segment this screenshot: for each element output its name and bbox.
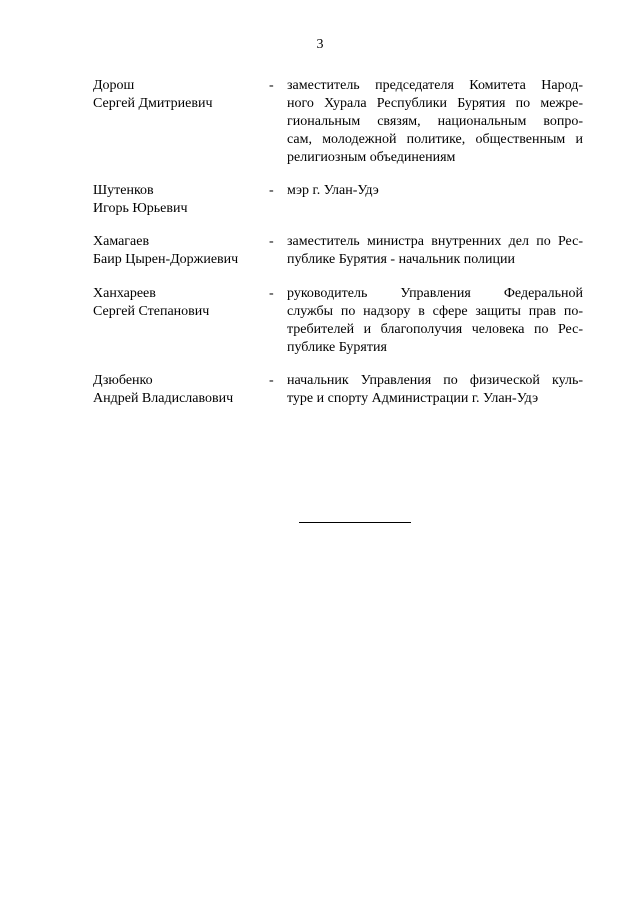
end-of-list-rule [299, 522, 411, 523]
member-given-names: Андрей Владиславович [93, 391, 234, 406]
member-position [287, 182, 583, 200]
member-name [93, 77, 273, 113]
dash-separator: - [269, 234, 274, 249]
dash-separator: - [269, 78, 274, 93]
position-line: ного Хурала Республики Бурятия по межре- [287, 96, 583, 111]
member-surname: Дорош [93, 78, 135, 93]
position-line: религиозным объединениям [287, 150, 456, 165]
dash-separator: - [269, 286, 274, 301]
dash-separator: - [269, 373, 274, 388]
member-surname: Ханхареев [93, 286, 156, 301]
member-position [287, 372, 583, 408]
member-surname: Дзюбенко [93, 373, 153, 388]
position-line: заместитель председателя Комитета Народ- [287, 78, 583, 93]
position-line: гиональным связям, национальным вопро- [287, 114, 583, 129]
member-given-names: Сергей Степанович [93, 304, 210, 319]
position-line: сам, молодежной политике, общественным и [287, 132, 583, 147]
member-given-names: Игорь Юрьевич [93, 201, 188, 216]
member-position [287, 77, 583, 167]
position-line: службы по надзору в сфере защиты прав по- [287, 304, 583, 319]
member-position [287, 285, 583, 357]
member-name [93, 372, 273, 408]
member-given-names: Сергей Дмитриевич [93, 96, 213, 111]
member-name [93, 182, 273, 218]
position-line: руководитель Управления Федеральной [287, 286, 583, 301]
position-line: начальник Управления по физической куль- [287, 373, 583, 388]
position-line: публике Бурятия [287, 340, 387, 355]
member-surname: Шутенков [93, 183, 154, 198]
page-number: 3 [316, 37, 324, 52]
position-line: мэр г. Улан-Удэ [287, 183, 379, 198]
position-line: заместитель министра внутренних дел по Рес- [287, 234, 583, 249]
member-name [93, 285, 273, 321]
position-line: требителей и благополучия человека по Рес- [287, 322, 583, 337]
position-line: публике Бурятия - начальник полиции [287, 252, 516, 267]
dash-separator: - [269, 183, 274, 198]
position-line: туре и спорту Администрации г. Улан-Удэ [287, 391, 539, 406]
member-given-names: Баир Цырен-Доржиевич [93, 252, 239, 267]
member-position [287, 233, 583, 269]
member-name [93, 233, 273, 269]
member-surname: Хамагаев [93, 234, 150, 249]
